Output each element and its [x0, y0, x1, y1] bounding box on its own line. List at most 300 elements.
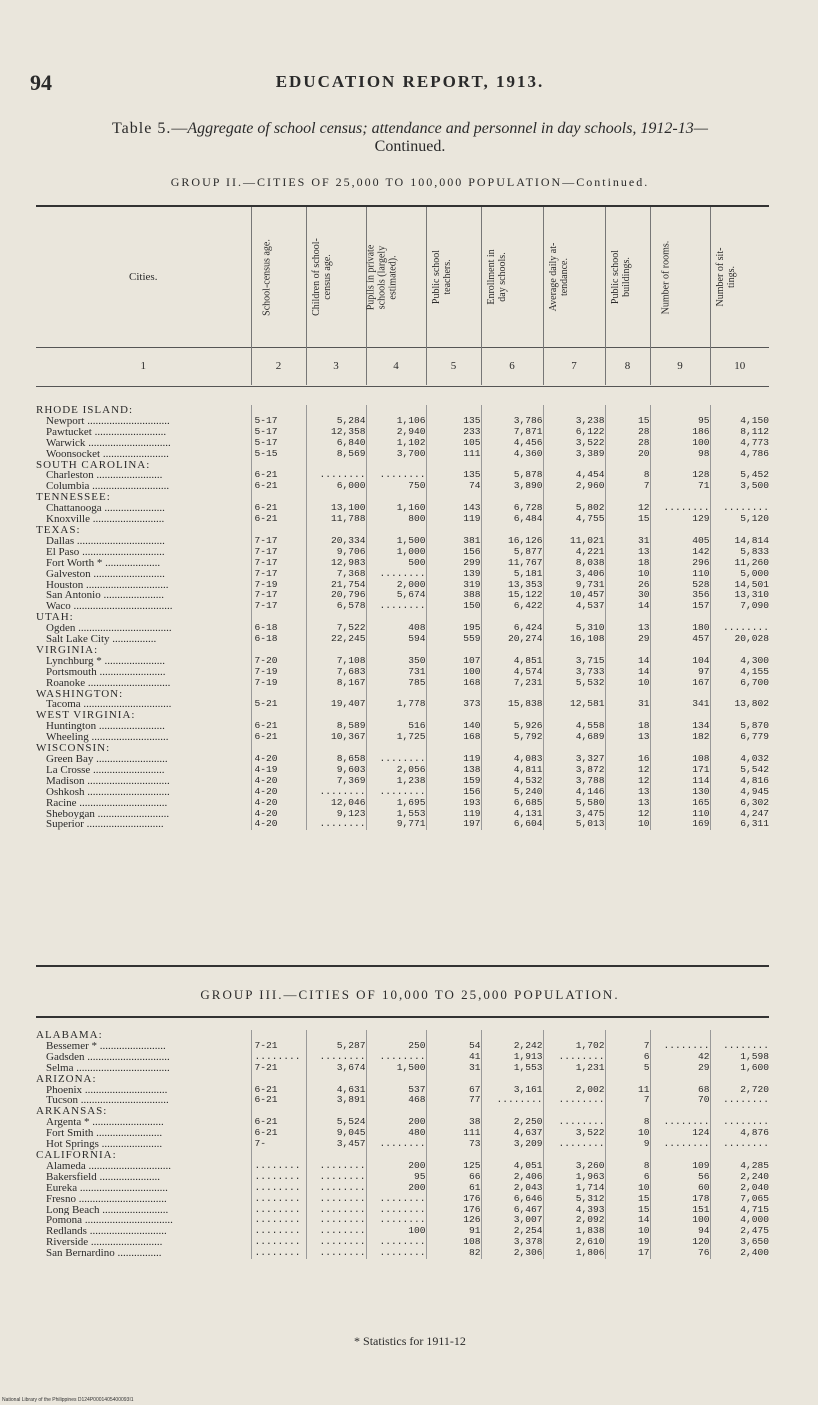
table-cell: 4,221: [543, 547, 605, 558]
table-cell: [650, 612, 710, 623]
city-name: Gadsden ..............................: [46, 1051, 170, 1063]
city-name: Waco ....................................: [46, 601, 173, 613]
table-cell: 5,792: [481, 732, 543, 743]
table-cell: 180: [650, 623, 710, 634]
table-row: [36, 623, 769, 634]
table-cell: [366, 1030, 426, 1041]
table-cell: 4,851: [481, 656, 543, 667]
leader-dots: ..........................: [91, 426, 167, 438]
table-row: [36, 1183, 769, 1194]
table-cell: [481, 1150, 543, 1161]
table-cell: 1,231: [543, 1063, 605, 1074]
table-cell: [543, 612, 605, 623]
table-cell: 6,646: [481, 1194, 543, 1205]
table-cell: 4-20: [251, 819, 306, 830]
table-cell: 142: [650, 547, 710, 558]
table-cell: 8,569: [306, 449, 366, 460]
leader-dots: ..............................: [83, 579, 169, 591]
state-name: CALIFORNIA:: [36, 1149, 117, 1161]
table-cell: 4,816: [710, 776, 769, 787]
table-cell: [366, 689, 426, 700]
table-cell: 5-17: [251, 416, 306, 427]
table-cell: 200: [366, 1117, 426, 1128]
table-cell: 7-20: [251, 656, 306, 667]
col-number: 8: [605, 347, 650, 385]
table-cell: 1,553: [366, 809, 426, 820]
table-cell: 6,728: [481, 503, 543, 514]
table-cell: [366, 743, 426, 754]
table-cell: 5,524: [306, 1117, 366, 1128]
table-cell: 7,683: [306, 667, 366, 678]
table-cell: [306, 612, 366, 623]
table-cell: [251, 1030, 306, 1041]
table-cell: [650, 460, 710, 471]
city-name: Sheboygan ..........................: [46, 808, 170, 820]
table-cell: 13: [605, 547, 650, 558]
table-cell: [605, 405, 650, 416]
table-cell: [605, 1150, 650, 1161]
table-cell: 6-21: [251, 732, 306, 743]
group2-bottom-rule: [36, 965, 769, 967]
table-cell: [710, 525, 769, 536]
table-cell: 4,083: [481, 754, 543, 765]
leader-dots: ................................: [75, 1193, 167, 1205]
state-name: TENNESSEE:: [36, 492, 111, 504]
table-cell: 95: [366, 1172, 426, 1183]
col-teachers-header: Public school teachers.: [426, 207, 481, 347]
table-cell: [650, 743, 710, 754]
table-cell: 10: [605, 819, 650, 830]
table-row: [36, 1139, 769, 1150]
table-cell: ........: [306, 1205, 366, 1216]
table-cell: 134: [650, 721, 710, 732]
table-cell: 7,522: [306, 623, 366, 634]
table-cell: [366, 492, 426, 503]
table-cell: 7-: [251, 1139, 306, 1150]
table-cell: 4,146: [543, 787, 605, 798]
table-cell: 125: [426, 1161, 481, 1172]
table-cell: ........: [306, 1172, 366, 1183]
table-cell: ........: [251, 1052, 306, 1063]
table-cell: 7-19: [251, 667, 306, 678]
table-cell: [426, 689, 481, 700]
table-cell: 7-17: [251, 558, 306, 569]
table-cell: 4,051: [481, 1161, 543, 1172]
table-cell: [605, 612, 650, 623]
leader-dots: ..............................: [79, 546, 165, 558]
group3-top-rule: [36, 1016, 769, 1018]
table-cell: 14: [605, 656, 650, 667]
table-cell: 7: [605, 1041, 650, 1052]
leader-dots: ..........................: [90, 514, 165, 525]
table-cell: [543, 405, 605, 416]
city-name: Redlands ............................: [46, 1226, 167, 1238]
table-cell: [605, 1106, 650, 1117]
city-name: Knoxville ..........................: [46, 514, 165, 525]
table-cell: 135: [426, 416, 481, 427]
leader-dots: ........................: [100, 448, 169, 460]
state-name: ARKANSAS:: [36, 1106, 108, 1118]
table-cell: ........: [306, 1215, 366, 1226]
table-cell: 5,926: [481, 721, 543, 732]
table-cell: 1,695: [366, 798, 426, 809]
table-cell: 1,963: [543, 1172, 605, 1183]
table-cell: 2,056: [366, 765, 426, 776]
table-cell: 11,021: [543, 536, 605, 547]
table-cell: ........: [306, 1161, 366, 1172]
state-name: UTAH:: [36, 612, 74, 624]
city-name: Salt Lake City ................: [46, 634, 157, 645]
table-cell: 31: [605, 536, 650, 547]
table-cell: 5,877: [481, 547, 543, 558]
city-name: Wheeling ............................: [46, 732, 169, 744]
table-cell: 4,537: [543, 601, 605, 612]
col-census-age-header: School-census age.: [251, 207, 306, 347]
leader-dots: ......................: [101, 655, 165, 667]
city-name: Warwick ..............................: [46, 437, 171, 449]
table-cell: [710, 1106, 769, 1117]
table-cell: 3,674: [306, 1063, 366, 1074]
table-cell: 38: [426, 1117, 481, 1128]
table-cell: 150: [426, 601, 481, 612]
table-cell: 167: [650, 678, 710, 689]
table-cell: 17: [605, 1248, 650, 1259]
table-cell: 42: [650, 1052, 710, 1063]
table-cell: ........: [650, 1117, 710, 1128]
table-cell: [543, 743, 605, 754]
table-cell: ........: [366, 1194, 426, 1205]
table-cell: 2,043: [481, 1183, 543, 1194]
table-cell: [426, 1030, 481, 1041]
page-header: [30, 70, 790, 96]
table-cell: ........: [366, 1237, 426, 1248]
table-cell: 5,240: [481, 787, 543, 798]
table-cell: 7-19: [251, 678, 306, 689]
table-cell: 168: [426, 732, 481, 743]
table-cell: 4-20: [251, 776, 306, 787]
page-number: 94: [30, 70, 52, 95]
table-cell: [366, 460, 426, 471]
table-cell: [426, 525, 481, 536]
table-cell: 119: [426, 809, 481, 820]
table-cell: [426, 1074, 481, 1085]
table-row: [36, 569, 769, 580]
table-cell: 71: [650, 481, 710, 492]
table-cell: [710, 1030, 769, 1041]
table-cell: 104: [650, 656, 710, 667]
table-cell: 5,452: [710, 470, 769, 481]
table-cell: 4,773: [710, 438, 769, 449]
state-heading-row: [36, 743, 769, 754]
table-cell: 381: [426, 536, 481, 547]
table-row: [36, 580, 769, 591]
table-cell: 30: [605, 590, 650, 601]
table-cell: 3,500: [710, 481, 769, 492]
city-name: Portsmouth ........................: [46, 666, 166, 678]
table-cell: 165: [650, 798, 710, 809]
table-cell: ........: [366, 754, 426, 765]
table-row: [36, 1248, 769, 1259]
leader-dots: ..............................: [85, 1160, 171, 1172]
col-children-header: Children of school- census age.: [306, 207, 366, 347]
table-cell: 5,802: [543, 503, 605, 514]
table-cell: [605, 1030, 650, 1041]
table-cell: 56: [650, 1172, 710, 1183]
table-row: [36, 1063, 769, 1074]
table-cell: 6,424: [481, 623, 543, 634]
city-name: Phoenix ..............................: [46, 1084, 168, 1096]
table-cell: 6,467: [481, 1205, 543, 1216]
table-cell: 176: [426, 1205, 481, 1216]
leader-dots: ..........................: [93, 754, 168, 765]
table-cell: 6-21: [251, 503, 306, 514]
table-cell: 97: [650, 667, 710, 678]
table-cell: [605, 1074, 650, 1085]
table-row: [36, 1041, 769, 1052]
table-cell: [306, 460, 366, 471]
table-cell: 7-21: [251, 1063, 306, 1074]
table-cell: 3,389: [543, 449, 605, 460]
table-cell: 195: [426, 623, 481, 634]
table-cell: 468: [366, 1095, 426, 1106]
table-cell: 22,245: [306, 634, 366, 645]
table-row: [36, 1095, 769, 1106]
table-cell: 2,242: [481, 1041, 543, 1052]
leader-dots: ................................: [77, 1182, 168, 1194]
group2-title: GROUP II.—CITIES OF 25,000 TO 100,000 POPULATION—Continued.: [170, 175, 650, 189]
table-cell: 4,755: [543, 514, 605, 525]
table-row: [36, 1052, 769, 1063]
table-cell: 54: [426, 1041, 481, 1052]
table-cell: 12: [605, 765, 650, 776]
state-heading-row: [36, 1106, 769, 1117]
table-cell: ........: [366, 787, 426, 798]
table-cell: 1,913: [481, 1052, 543, 1063]
caption-continued: Continued.: [374, 138, 446, 155]
group3-title: GROUP III.—CITIES OF 10,000 TO 25,000 POPULATION.: [200, 987, 620, 1002]
table-cell: 7-17: [251, 590, 306, 601]
table-cell: 66: [426, 1172, 481, 1183]
table-cell: 1,778: [366, 699, 426, 710]
table-cell: 3,788: [543, 776, 605, 787]
leader-dots: ............................: [83, 819, 164, 831]
leader-dots: ......................: [100, 590, 164, 602]
table-cell: 26: [605, 580, 650, 591]
table-cell: 7,369: [306, 776, 366, 787]
table-cell: 3,733: [543, 667, 605, 678]
table-cell: [481, 689, 543, 700]
leader-dots: ..............................: [84, 1051, 170, 1063]
table-cell: 6-21: [251, 1095, 306, 1106]
table-cell: ........: [251, 1161, 306, 1172]
table-cell: [481, 645, 543, 656]
table-cell: 28: [605, 438, 650, 449]
leader-dots: ..................................: [73, 1062, 170, 1074]
leader-dots: ........................: [96, 721, 165, 733]
table-cell: [710, 689, 769, 700]
table-cell: 7,108: [306, 656, 366, 667]
table-cell: 11,767: [481, 558, 543, 569]
table-cell: 5,878: [481, 470, 543, 481]
table-cell: 5,181: [481, 569, 543, 580]
table-cell: [366, 1106, 426, 1117]
table-cell: 785: [366, 678, 426, 689]
table-cell: 4,247: [710, 809, 769, 820]
table-row: [36, 601, 769, 612]
table-cell: 6,422: [481, 601, 543, 612]
col-buildings-header: Public school buildings.: [605, 207, 650, 347]
table-cell: 6,122: [543, 427, 605, 438]
table-cell: 100: [426, 667, 481, 678]
table-cell: 13: [605, 732, 650, 743]
table-cell: 7-17: [251, 547, 306, 558]
table-row: [36, 449, 769, 460]
table-cell: 4,454: [543, 470, 605, 481]
table-cell: 3,891: [306, 1095, 366, 1106]
table-cell: [605, 710, 650, 721]
table-cell: ........: [366, 1215, 426, 1226]
table-cell: [650, 492, 710, 503]
table-cell: [481, 525, 543, 536]
table-cell: ........: [366, 1248, 426, 1259]
table-cell: 2,040: [710, 1183, 769, 1194]
table-cell: 7,065: [710, 1194, 769, 1205]
table-cell: 67: [426, 1085, 481, 1096]
table-row: [36, 1117, 769, 1128]
table-row: [36, 721, 769, 732]
table-cell: 4,715: [710, 1205, 769, 1216]
city-name: Madison ..............................: [46, 775, 170, 787]
table-cell: 14: [605, 1215, 650, 1226]
leader-dots: ........................: [99, 1204, 169, 1216]
table-cell: 356: [650, 590, 710, 601]
state-heading-row: [36, 405, 769, 416]
table-cell: [650, 689, 710, 700]
table-cell: 129: [650, 514, 710, 525]
table-row: [36, 765, 769, 776]
city-name: Woonsocket ........................: [46, 448, 169, 460]
state-name: ARIZONA:: [36, 1073, 97, 1085]
table-cell: 7: [605, 1095, 650, 1106]
table-cell: 408: [366, 623, 426, 634]
table-cell: [605, 460, 650, 471]
table-cell: 4-20: [251, 787, 306, 798]
table-row: [36, 634, 769, 645]
table-cell: 5,013: [543, 819, 605, 830]
table-cell: ........: [306, 1226, 366, 1237]
city-name: Dallas ................................: [46, 535, 165, 547]
table-cell: 9,603: [306, 765, 366, 776]
city-name: Alameda ..............................: [46, 1160, 171, 1172]
table-cell: 2,960: [543, 481, 605, 492]
leader-dots: ........................: [93, 1128, 163, 1140]
table-cell: 119: [426, 754, 481, 765]
table-cell: 594: [366, 634, 426, 645]
table-cell: 4,558: [543, 721, 605, 732]
table-cell: [543, 1106, 605, 1117]
table-cell: [426, 1106, 481, 1117]
table-cell: 2,610: [543, 1237, 605, 1248]
table-cell: 2,254: [481, 1226, 543, 1237]
table-cell: [306, 492, 366, 503]
table-cell: 2,250: [481, 1117, 543, 1128]
leader-dots: ................................: [74, 535, 165, 547]
table-cell: 119: [426, 514, 481, 525]
table-cell: 2,406: [481, 1172, 543, 1183]
table-cell: [306, 1106, 366, 1117]
city-name: Hot Springs ......................: [46, 1139, 163, 1150]
table-cell: 7-17: [251, 569, 306, 580]
table-cell: 6,311: [710, 819, 769, 830]
table-cell: 13,802: [710, 699, 769, 710]
table-cell: 61: [426, 1183, 481, 1194]
table-cell: 94: [650, 1226, 710, 1237]
table-cell: [366, 645, 426, 656]
table-cell: ........: [306, 787, 366, 798]
table-cell: 12,581: [543, 699, 605, 710]
table-cell: 388: [426, 590, 481, 601]
table-cell: 6,779: [710, 732, 769, 743]
table-cell: 2,092: [543, 1215, 605, 1226]
table-cell: 135: [426, 470, 481, 481]
table-cell: 2,475: [710, 1226, 769, 1237]
table-cell: [481, 492, 543, 503]
table-cell: 111: [426, 1128, 481, 1139]
table-cell: 60: [650, 1183, 710, 1194]
city-name: Tacoma ................................: [46, 699, 172, 711]
table-cell: [306, 1150, 366, 1161]
table-cell: 28: [605, 427, 650, 438]
table-cell: [543, 710, 605, 721]
table-cell: 9,045: [306, 1128, 366, 1139]
table-cell: ........: [306, 819, 366, 830]
table-cell: ........: [650, 1041, 710, 1052]
table-cell: 2,002: [543, 1085, 605, 1096]
table-cell: [605, 645, 650, 656]
table-cell: [306, 710, 366, 721]
table-cell: 5,287: [306, 1041, 366, 1052]
table-cell: 4,811: [481, 765, 543, 776]
table-row: [36, 558, 769, 569]
table-cell: [710, 710, 769, 721]
table-cell: 480: [366, 1128, 426, 1139]
table-cell: 111: [426, 449, 481, 460]
city-name: Oshkosh ..............................: [46, 786, 170, 798]
table-cell: 1,106: [366, 416, 426, 427]
table-cell: 4,637: [481, 1128, 543, 1139]
table-row: [36, 699, 769, 710]
table-cell: [710, 612, 769, 623]
table-cell: 14: [605, 667, 650, 678]
table-cell: 8,589: [306, 721, 366, 732]
table-cell: [426, 645, 481, 656]
table-cell: [366, 525, 426, 536]
col-attendance-header: Average daily at- tendance.: [543, 207, 605, 347]
table-cell: 3,522: [543, 438, 605, 449]
leader-dots: ..............................: [85, 437, 171, 449]
leader-dots: ..............................: [82, 1084, 168, 1096]
table-cell: [605, 689, 650, 700]
table-row: [36, 1215, 769, 1226]
table-cell: 1,806: [543, 1248, 605, 1259]
leader-dots: ........................: [96, 666, 166, 678]
table-cell: 10: [605, 1226, 650, 1237]
table-cell: [366, 405, 426, 416]
table-cell: ........: [306, 1052, 366, 1063]
table-cell: 296: [650, 558, 710, 569]
table-cell: 13: [605, 787, 650, 798]
table-row: [36, 1128, 769, 1139]
